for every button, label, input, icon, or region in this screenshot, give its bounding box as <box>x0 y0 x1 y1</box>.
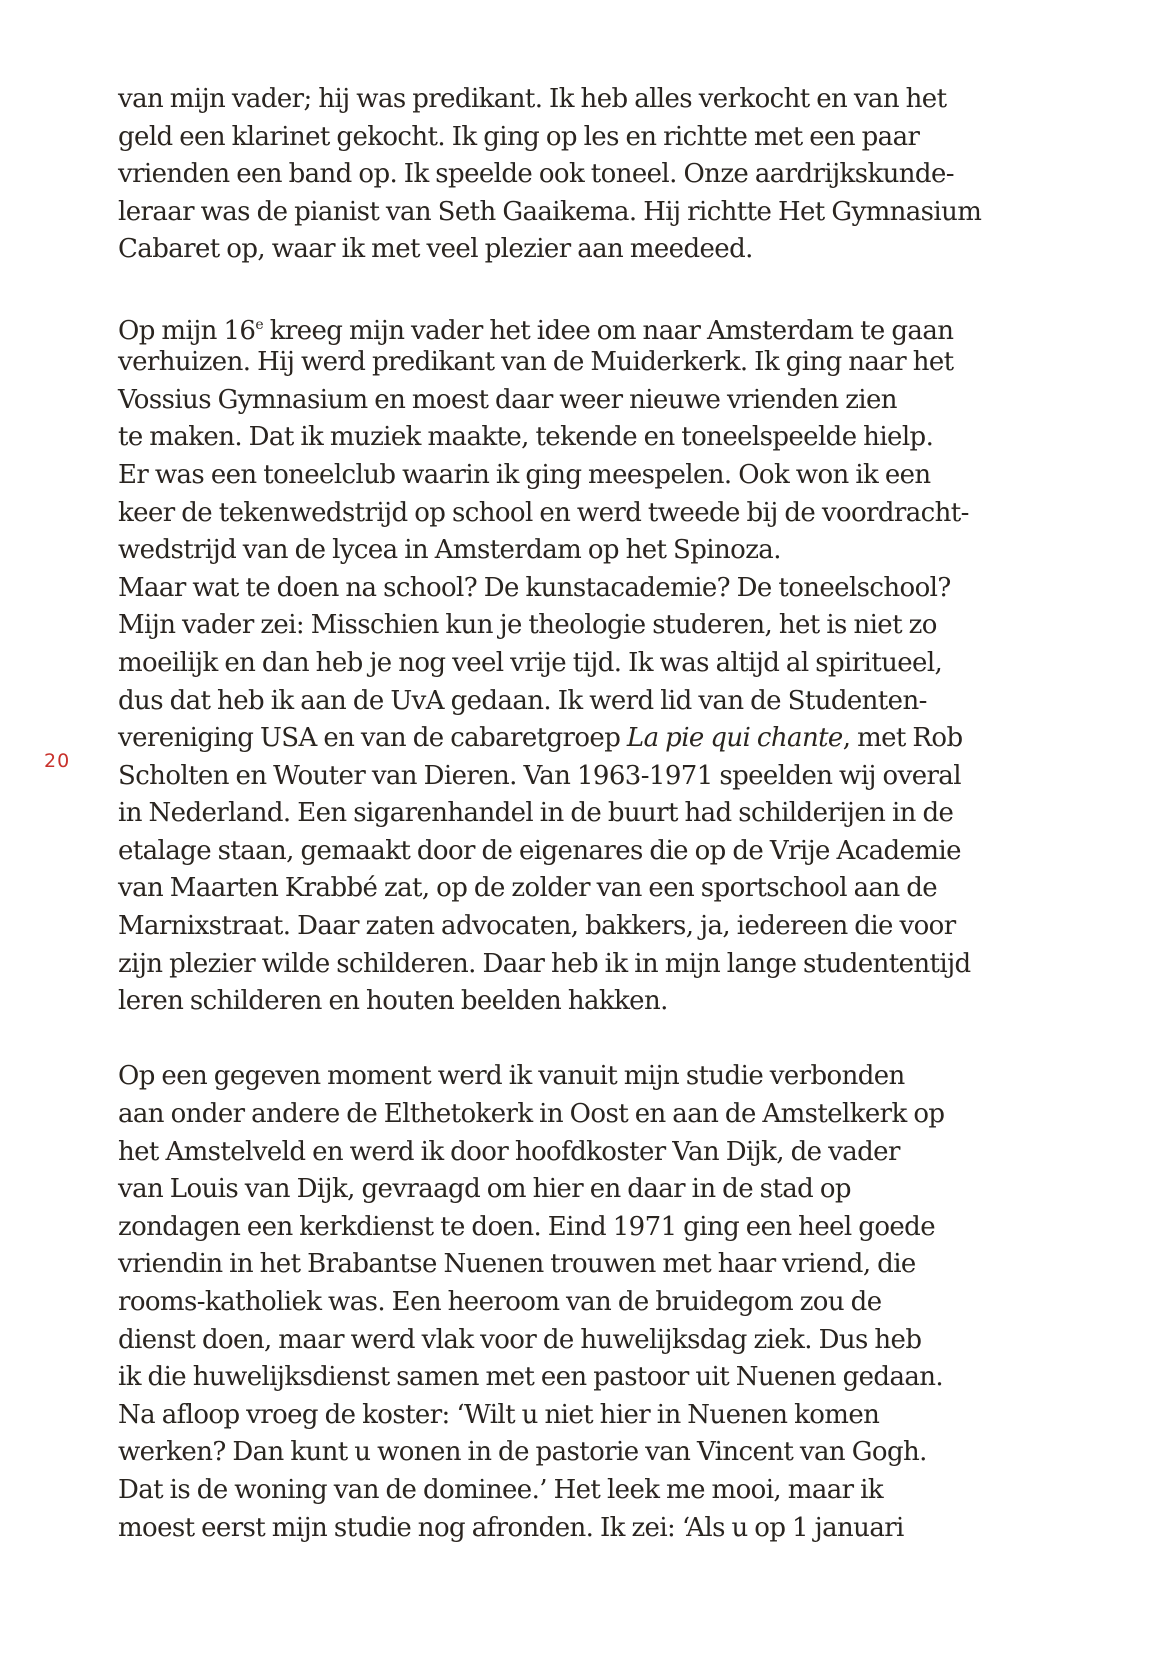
text-line: van Maarten Krabbé zat, op de zolder van een sportschool aan de <box>118 873 938 904</box>
text-line: Cabaret op, waar ik met veel plezier aan meedeed. <box>118 234 753 265</box>
text-line: zijn plezier wilde schilderen. Daar heb ik in mijn lange studententijd <box>118 948 971 979</box>
text-line: zondagen een kerkdienst te doen. Eind 1971 ging een heel goede <box>118 1211 935 1242</box>
text-line: dienst doen, maar werd vlak voor de huwelijksdag ziek. Dus heb <box>118 1324 922 1355</box>
text-line: leraar was de pianist van Seth Gaaikema. Hij richtte Het Gymnasium <box>118 196 982 227</box>
text-line: moeilijk en dan heb je nog veel vrije tijd. Ik was altijd al spiritueel, <box>118 647 943 678</box>
text-line: Op een gegeven moment werd ik vanuit mijn studie verbonden <box>118 1061 905 1092</box>
text-line: dus dat heb ik aan de UvA gedaan. Ik werd lid van de Studenten- <box>118 685 927 716</box>
text-run: vereniging USA en van de cabaretgroep <box>118 723 627 754</box>
text-line: van Louis van Dijk, gevraagd om hier en daar in de stad op <box>118 1174 851 1205</box>
text-line: Er was een toneelclub waarin ik ging meespelen. Ook won ik een <box>118 459 931 490</box>
paragraph-1 <box>118 81 998 269</box>
body-text <box>118 81 998 1547</box>
text-line: Vossius Gymnasium en moest daar weer nieuwe vrienden zien <box>118 384 897 415</box>
text-line: in Nederland. Een sigarenhandel in de buurt had schilderijen in de <box>118 798 954 829</box>
text-line: Dat is de woning van de dominee.’ Het leek me mooi, maar ik <box>118 1474 883 1505</box>
paragraph-gap <box>118 269 998 307</box>
text-line: werken? Dan kunt u wonen in de pastorie van Vincent van Gogh. <box>118 1437 927 1468</box>
text-line: Na afloop vroeg de koster: ‘Wilt u niet hier in Nuenen komen <box>118 1399 880 1430</box>
text-run: , met Rob <box>842 723 963 754</box>
text-line: Maar wat te doen na school? De kunstacademie? De toneelschool? <box>118 572 951 603</box>
text-run: Op mijn 16 <box>118 315 256 346</box>
text-line: verhuizen. Hij werd predikant van de Muiderkerk. Ik ging naar het <box>118 347 954 378</box>
text-line: vrienden een band op. Ik speelde ook toneel. Onze aardrijkskunde- <box>118 159 954 190</box>
text-line: moest eerst mijn studie nog afronden. Ik zei: ‘Als u op 1 januari <box>118 1512 904 1543</box>
text-line: Mijn vader zei: Misschien kun je theologie studeren, het is niet zo <box>118 610 937 641</box>
text-line: te maken. Dat ik muziek maakte, tekende en toneelspeelde hielp. <box>118 422 934 453</box>
superscript: e <box>255 316 264 333</box>
text-line: leren schilderen en houten beelden hakken. <box>118 986 668 1017</box>
text-run: kreeg mijn vader het idee om naar Amsterdam te gaan <box>263 315 954 346</box>
text-line: het Amstelveld en werd ik door hoofdkoster Van Dijk, de vader <box>118 1136 900 1167</box>
text-line: van mijn vader; hij was predikant. Ik heb alles verkocht en van het <box>118 84 947 114</box>
text-line: Scholten en Wouter van Dieren. Van 1963-1971 speelden wij overal <box>118 760 961 791</box>
text-line: ik die huwelijksdienst samen met een pastoor uit Nuenen gedaan. <box>118 1362 944 1393</box>
text-line: geld een klarinet gekocht. Ik ging op les en richtte met een paar <box>118 121 920 152</box>
text-line: Marnixstraat. Daar zaten advocaten, bakkers, ja, iedereen die voor <box>118 911 956 942</box>
text-line: keer de tekenwedstrijd op school en werd tweede bij de voordracht- <box>118 497 969 528</box>
text-line <box>118 307 998 345</box>
text-line <box>118 720 998 758</box>
italic-title: La pie qui chante <box>626 723 843 754</box>
paragraph-2 <box>118 307 998 1021</box>
text-line: aan onder andere de Elthetokerk in Oost en aan de Amstelkerk op <box>118 1099 945 1130</box>
paragraph-gap <box>118 1021 998 1059</box>
paragraph-3 <box>118 1058 998 1547</box>
text-line: etalage staan, gemaakt door de eigenares die op de Vrije Academie <box>118 835 961 866</box>
text-line: wedstrijd van de lycea in Amsterdam op het Spinoza. <box>118 535 781 566</box>
text-line: vriendin in het Brabantse Nuenen trouwen met haar vriend, die <box>118 1249 916 1280</box>
text-line: rooms-katholiek was. Een heeroom van de bruidegom zou de <box>118 1287 882 1317</box>
page-number: 20 <box>44 750 71 772</box>
